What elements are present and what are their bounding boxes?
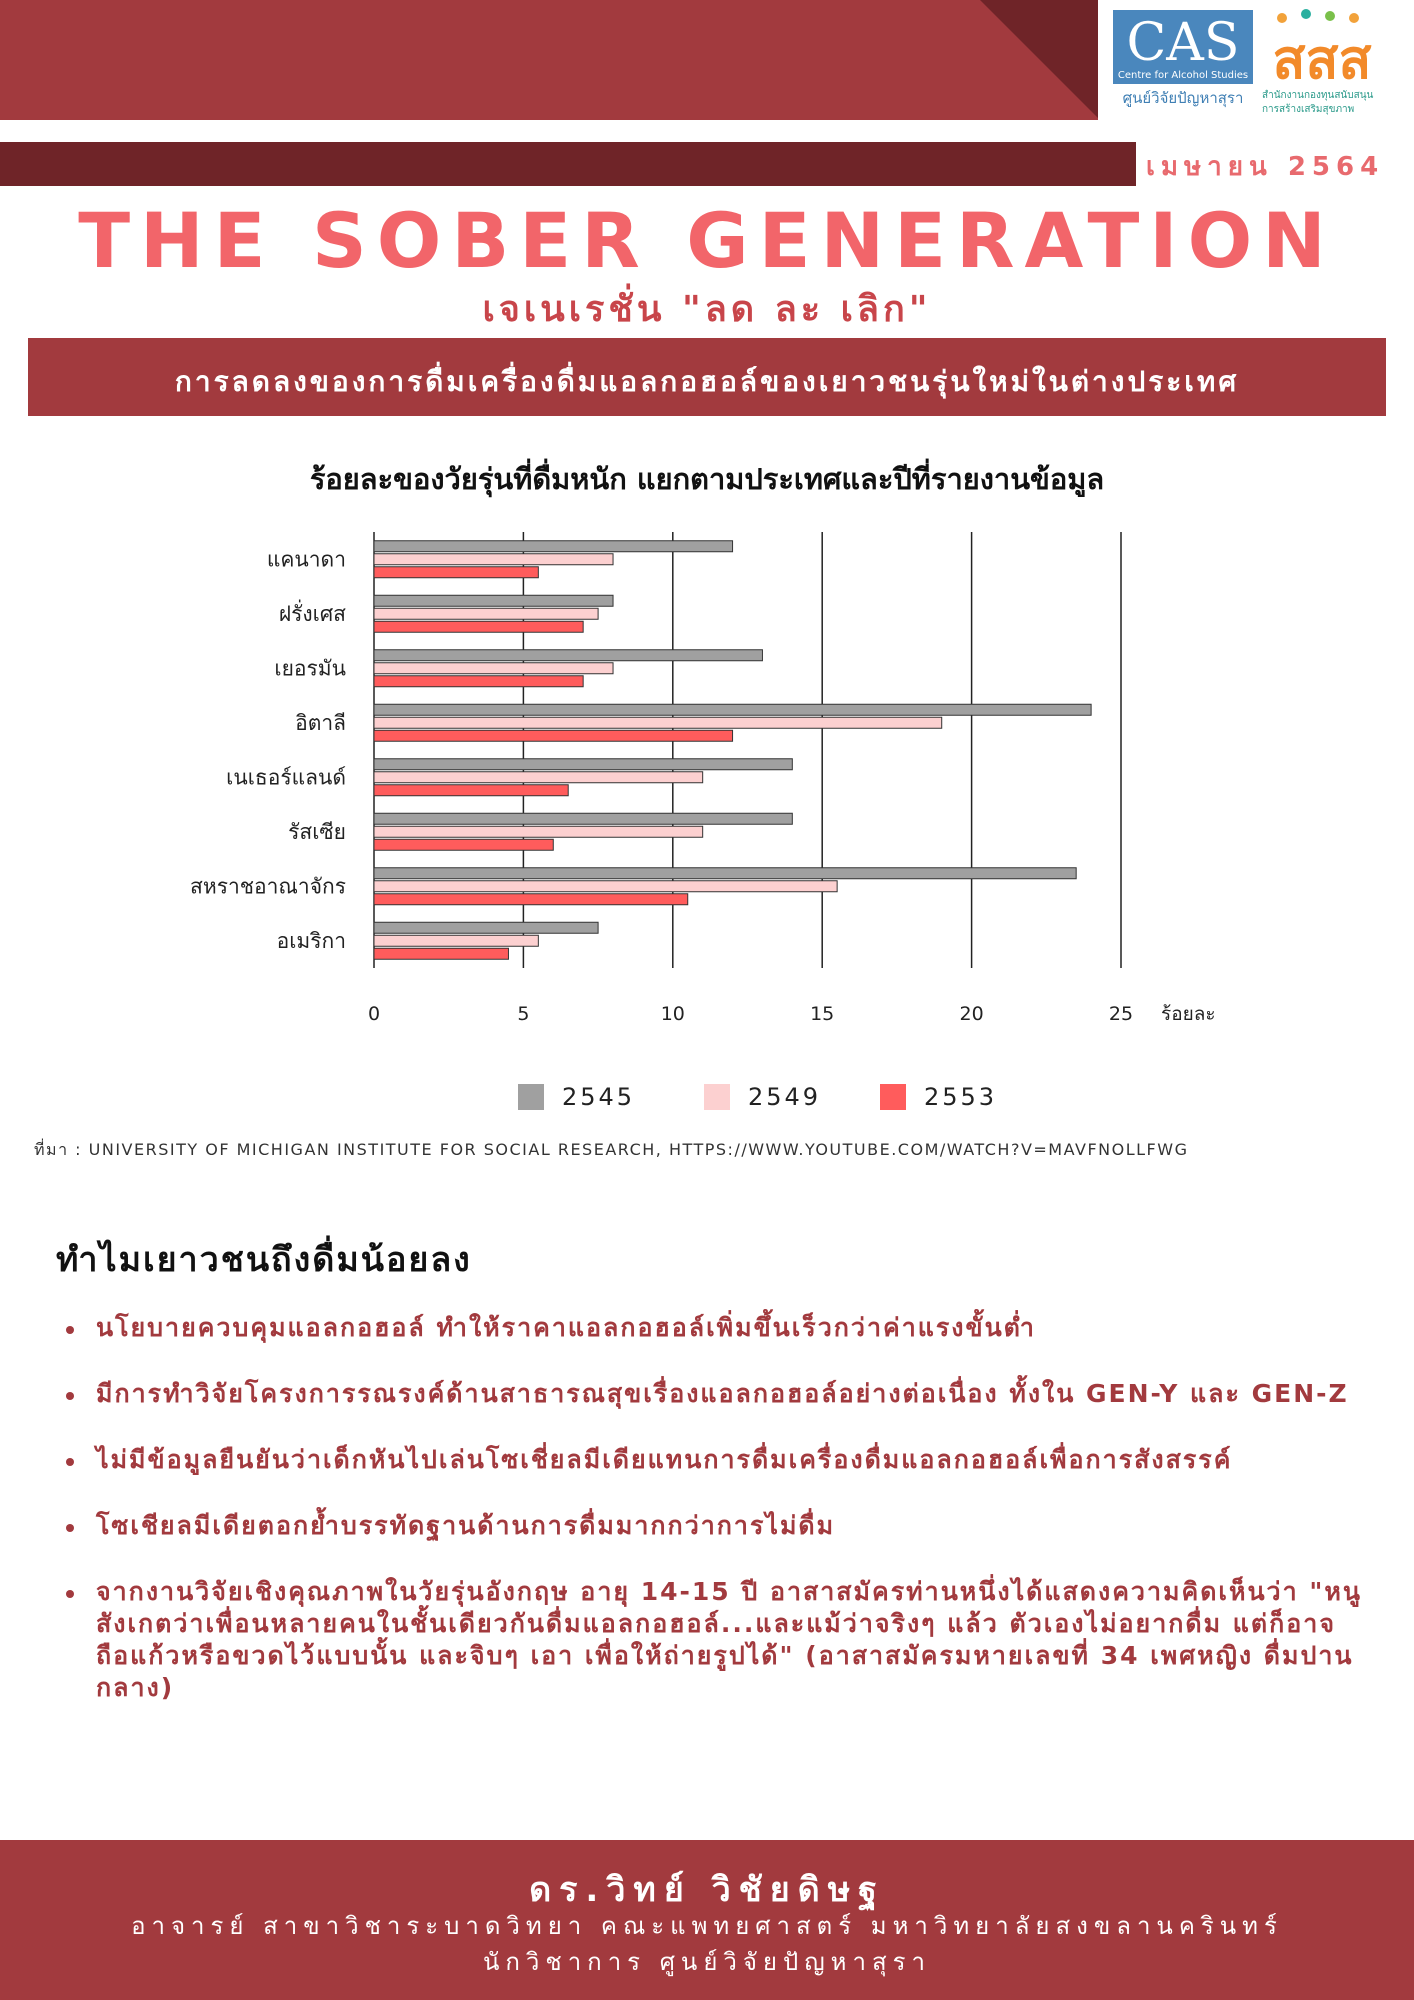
bar-2549: [374, 881, 837, 892]
source-citation: ที่มา : UNIVERSITY OF MICHIGAN INSTITUTE FOR SOCIAL RESEARCH, HTTPS://WWW.YOUTUBE.COM/WATCH?V=MAVFNOLLFWG: [34, 1140, 1189, 1159]
bar-2545: [374, 704, 1091, 715]
category-label: รัสเซีย: [288, 819, 346, 844]
bar-2553: [374, 894, 688, 905]
sss-figure-icon: [1325, 11, 1335, 21]
bar-2549: [374, 663, 613, 674]
bar-2553: [374, 676, 583, 687]
reason-item: [62, 1510, 1362, 1542]
bullet-icon: [66, 1326, 74, 1334]
reason-item: [62, 1444, 1362, 1476]
cas-logo: [1113, 10, 1253, 84]
legend-swatch-2553: [880, 1084, 906, 1110]
bar-2545: [374, 813, 792, 824]
category-label: อิตาลี: [295, 710, 346, 735]
cas-logo-text: CAS: [1126, 13, 1240, 73]
issue-date: เมษายน 2564: [1146, 152, 1385, 182]
bar-2545: [374, 922, 598, 933]
bullet-icon: [66, 1392, 74, 1400]
category-label: เนเธอร์แลนด์: [226, 765, 346, 790]
reason-text: ไม่มีข้อมูลยืนยันว่าเด็กหันไปเล่นโซเชี่ยลมีเดียแทนการดื่มเครื่องดื่มแอลกอฮอล์เพื่อการสังสรรค์: [96, 1445, 1233, 1474]
sub-title: เจเนเรชั่น "ลด ละ เลิก": [482, 289, 932, 330]
legend-label-2553: 2553: [924, 1083, 998, 1111]
bar-2545: [374, 650, 762, 661]
date-bar: [0, 142, 1136, 186]
bar-2549: [374, 554, 613, 565]
bar-2553: [374, 839, 553, 850]
bar-2549: [374, 717, 942, 728]
bar-2549: [374, 826, 703, 837]
legend-label-2545: 2545: [562, 1083, 636, 1111]
legend-swatch-2549: [704, 1084, 730, 1110]
legend-item-2553: [880, 1080, 997, 1114]
bar-2545: [374, 868, 1076, 879]
sss-figure-icon: [1349, 13, 1359, 23]
why-heading: ทำไมเยาวชนถึงดื่มน้อยลง: [56, 1240, 472, 1280]
reason-text: โซเชียลมีเดียตอกย้ำบรรทัดฐานด้านการดื่มมากกว่าการไม่ดื่ม: [96, 1511, 836, 1540]
main-title: THE SOBER GENERATION: [78, 196, 1336, 285]
bar-2545: [374, 595, 613, 606]
category-label: ฝรั่งเศส: [278, 601, 346, 626]
sss-figure-icon: [1277, 13, 1287, 23]
reason-text: จากงานวิจัยเชิงคุณภาพในวัยรุ่นอังกฤษ อายุ 14-15 ปี อาสาสมัครท่านหนึ่งได้แสดงความคิดเห็นว่า "หนูสังเกตว่าเพื่อนหลายคนในชั้นเดียวกันดื่มแอลกอฮอล์...และแม้ว่าจริงๆ แล้ว ตัวเองไม่อยากดื่ม แต่ก็อาจถือแก้วหรือขวดไว้แบบนั้น และจิบๆ เอา เพื่อให้ถ่ายรูปได้" (อาสาสมัครมหายเลขที่ 34 เพศหญิง ดื่มปานกลาง): [96, 1577, 1362, 1702]
bar-2553: [374, 621, 583, 632]
category-label: เยอรมัน: [274, 656, 346, 681]
category-label: แคนาดา: [266, 547, 346, 572]
x-tick-label: 25: [1108, 1003, 1134, 1025]
x-tick-label: 5: [517, 1003, 530, 1025]
reason-text: นโยบายควบคุมแอลกอฮอล์ ทำให้ราคาแอลกอฮอล์เพิ่มขึ้นเร็วกว่าค่าแรงขั้นต่ำ: [96, 1313, 1036, 1342]
legend-label-2549: 2549: [748, 1083, 822, 1111]
bullet-icon: [66, 1590, 74, 1598]
top-banner: [0, 0, 1098, 120]
sss-logo-line2: การสร้างเสริมสุขภาพ: [1262, 104, 1355, 115]
bar-2553: [374, 785, 568, 796]
author-affiliation: อาจารย์ สาขาวิชาระบาดวิทยา คณะแพทยศาสตร์ มหาวิทยาลัยสงขลานครินทร์: [131, 1912, 1283, 1940]
category-label: สหราชอาณาจักร: [190, 874, 346, 899]
legend-item-2549: [704, 1080, 821, 1114]
x-tick-label: 10: [660, 1003, 685, 1025]
cas-logo-en: Centre for Alcohol Studies: [1117, 70, 1249, 81]
bullet-icon: [66, 1524, 74, 1532]
bar-2549: [374, 935, 538, 946]
sss-logo-line1: สำนักงานกองทุนสนับสนุน: [1262, 90, 1374, 101]
bar-2553: [374, 948, 508, 959]
bar-2553: [374, 567, 538, 578]
x-tick-label: 20: [959, 1003, 984, 1025]
bullet-icon: [66, 1458, 74, 1466]
bar-2549: [374, 608, 598, 619]
bar-2553: [374, 730, 733, 741]
reason-text: มีการทำวิจัยโครงการรณรงค์ด้านสาธารณสุขเรื่องแอลกอฮอล์อย่างต่อเนื่อง ทั้งใน GEN-Y และ GEN-Z: [96, 1379, 1349, 1408]
reason-item: [62, 1576, 1362, 1704]
bar-chart: [0, 520, 1414, 1040]
x-axis-label: ร้อยละ: [1161, 1003, 1216, 1025]
sss-logo-text: สสส: [1272, 28, 1372, 86]
chart-legend: [518, 1080, 1038, 1114]
sss-figure-icon: [1301, 9, 1311, 19]
bar-2545: [374, 541, 733, 552]
reason-item: [62, 1312, 1362, 1344]
legend-item-2545: [518, 1080, 635, 1114]
reason-item: [62, 1378, 1362, 1410]
author-name: ดร.วิทย์ วิชัยดิษฐ: [529, 1870, 885, 1910]
author-role: นักวิชาการ ศูนย์วิจัยปัญหาสุรา: [482, 1948, 931, 1976]
sss-logo: [1262, 6, 1382, 86]
bar-2549: [374, 772, 703, 783]
chart-title: ร้อยละของวัยรุ่นที่ดื่มหนัก แยกตามประเทศและปีที่รายงานข้อมูล: [309, 462, 1105, 496]
topic-title: การลดลงของการดื่มเครื่องดื่มแอลกอฮอล์ของเยาวชนรุ่นใหม่ในต่างประเทศ: [174, 365, 1240, 398]
legend-swatch-2545: [518, 1084, 544, 1110]
reason-list: [62, 1312, 1362, 1738]
x-tick-label: 15: [810, 1003, 835, 1025]
cas-logo-thai: ศูนย์วิจัยปัญหาสุรา: [1122, 89, 1244, 107]
x-tick-label: 0: [367, 1003, 381, 1025]
category-label: อเมริกา: [276, 928, 346, 953]
bar-2545: [374, 759, 792, 770]
